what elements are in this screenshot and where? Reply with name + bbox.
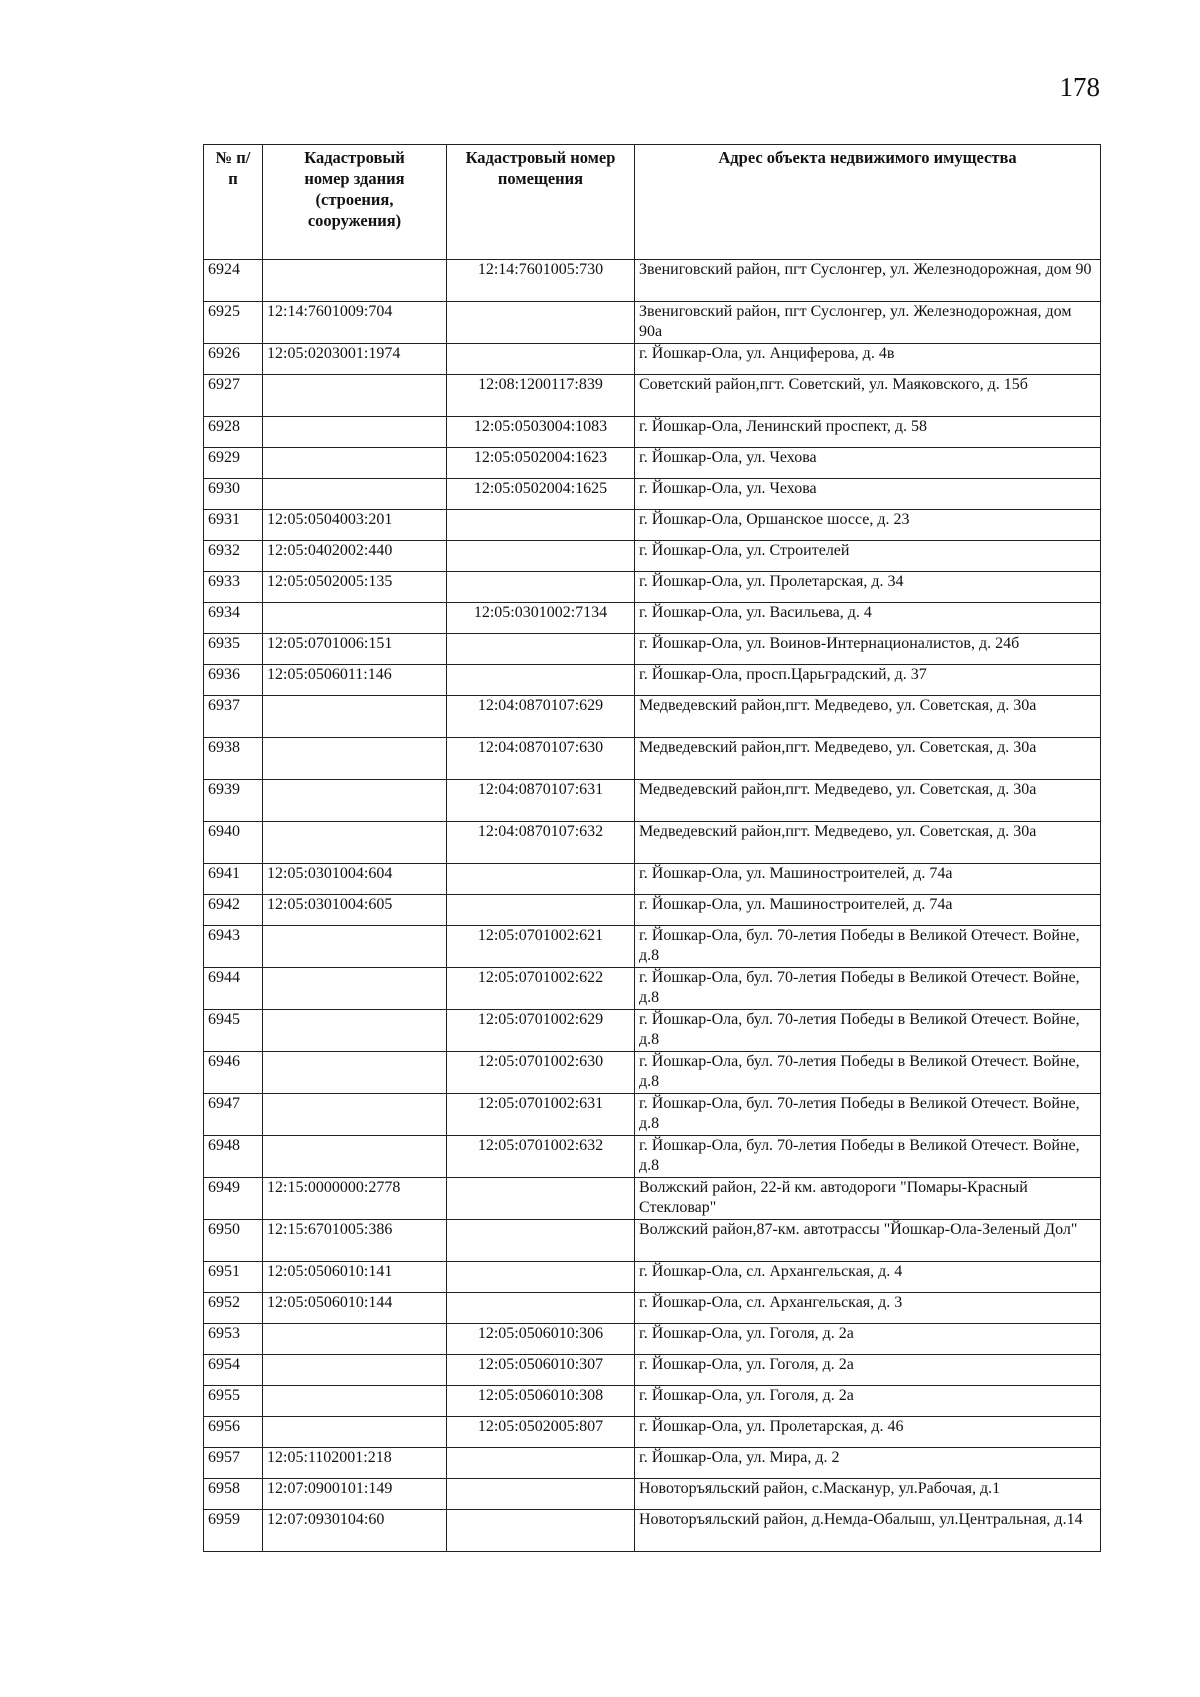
premises-cadastral-number: 12:05:0701002:630 — [447, 1052, 635, 1094]
property-address: г. Йошкар-Ола, ул. Воинов-Интернационалистов, д. 24б — [635, 634, 1101, 665]
table-row — [204, 1448, 1101, 1479]
property-address: г. Йошкар-Ола, ул. Гоголя, д. 2а — [635, 1386, 1101, 1417]
row-number: 6940 — [204, 822, 263, 864]
row-number: 6954 — [204, 1355, 263, 1386]
building-cadastral-number: 12:15:0000000:2778 — [263, 1178, 447, 1220]
row-number: 6937 — [204, 696, 263, 738]
building-cadastral-number — [263, 1355, 447, 1386]
table-row — [204, 1510, 1101, 1552]
header-number: № п/п — [204, 145, 263, 260]
row-number: 6951 — [204, 1262, 263, 1293]
table-row — [204, 1293, 1101, 1324]
premises-cadastral-number: 12:05:0506010:307 — [447, 1355, 635, 1386]
building-cadastral-number — [263, 968, 447, 1010]
building-cadastral-number — [263, 780, 447, 822]
row-number: 6944 — [204, 968, 263, 1010]
building-cadastral-number — [263, 260, 447, 302]
property-address: г. Йошкар-Ола, бул. 70-летия Победы в Великой Отечест. Войне, д.8 — [635, 1052, 1101, 1094]
table-row — [204, 1417, 1101, 1448]
table-row — [204, 1355, 1101, 1386]
building-cadastral-number — [263, 1136, 447, 1178]
building-cadastral-number — [263, 479, 447, 510]
premises-cadastral-number — [447, 510, 635, 541]
table-row — [204, 260, 1101, 302]
table-row — [204, 696, 1101, 738]
building-cadastral-number: 12:05:1102001:218 — [263, 1448, 447, 1479]
building-cadastral-number: 12:05:0502005:135 — [263, 572, 447, 603]
building-cadastral-number — [263, 448, 447, 479]
property-address: г. Йошкар-Ола, ул. Чехова — [635, 479, 1101, 510]
row-number: 6948 — [204, 1136, 263, 1178]
property-address: г. Йошкар-Ола, бул. 70-летия Победы в Великой Отечест. Войне, д.8 — [635, 1094, 1101, 1136]
row-number: 6942 — [204, 895, 263, 926]
table-row — [204, 417, 1101, 448]
building-cadastral-number — [263, 1324, 447, 1355]
premises-cadastral-number: 12:04:0870107:630 — [447, 738, 635, 780]
premises-cadastral-number: 12:04:0870107:629 — [447, 696, 635, 738]
row-number: 6935 — [204, 634, 263, 665]
building-cadastral-number — [263, 822, 447, 864]
row-number: 6947 — [204, 1094, 263, 1136]
table-row — [204, 895, 1101, 926]
building-cadastral-number — [263, 1386, 447, 1417]
premises-cadastral-number: 12:04:0870107:632 — [447, 822, 635, 864]
building-cadastral-number — [263, 738, 447, 780]
property-address: г. Йошкар-Ола, ул. Гоголя, д. 2а — [635, 1355, 1101, 1386]
property-address: Волжский район, 22-й км. автодороги "Помары-Красный Стекловар" — [635, 1178, 1101, 1220]
premises-cadastral-number: 12:04:0870107:631 — [447, 780, 635, 822]
premises-cadastral-number — [447, 1479, 635, 1510]
property-address: Медведевский район,пгт. Медведево, ул. Советская, д. 30а — [635, 780, 1101, 822]
property-address: Медведевский район,пгт. Медведево, ул. Советская, д. 30а — [635, 822, 1101, 864]
premises-cadastral-number: 12:05:0502004:1623 — [447, 448, 635, 479]
row-number: 6946 — [204, 1052, 263, 1094]
row-number: 6936 — [204, 665, 263, 696]
table-header-row — [204, 145, 1101, 260]
premises-cadastral-number: 12:05:0301002:7134 — [447, 603, 635, 634]
building-cadastral-number — [263, 375, 447, 417]
table-row — [204, 738, 1101, 780]
table-row — [204, 1386, 1101, 1417]
property-address: Звениговский район, пгт Суслонгер, ул. Железнодорожная, дом 90 — [635, 260, 1101, 302]
table-row — [204, 780, 1101, 822]
building-cadastral-number — [263, 696, 447, 738]
table-row — [204, 864, 1101, 895]
table-row — [204, 1262, 1101, 1293]
building-cadastral-number: 12:05:0504003:201 — [263, 510, 447, 541]
property-address: г. Йошкар-Ола, Оршанское шоссе, д. 23 — [635, 510, 1101, 541]
property-address: г. Йошкар-Ола, ул. Пролетарская, д. 46 — [635, 1417, 1101, 1448]
premises-cadastral-number: 12:05:0701002:631 — [447, 1094, 635, 1136]
property-address: Советский район,пгт. Советский, ул. Маяковского, д. 15б — [635, 375, 1101, 417]
building-cadastral-number — [263, 1094, 447, 1136]
premises-cadastral-number: 12:05:0502004:1625 — [447, 479, 635, 510]
building-cadastral-number: 12:07:0930104:60 — [263, 1510, 447, 1552]
row-number: 6958 — [204, 1479, 263, 1510]
premises-cadastral-number: 12:05:0701002:632 — [447, 1136, 635, 1178]
header-premises-cadastral-number: Кадастровый номер помещения — [447, 145, 635, 260]
premises-cadastral-number — [447, 1178, 635, 1220]
premises-cadastral-number — [447, 1448, 635, 1479]
row-number: 6945 — [204, 1010, 263, 1052]
table-body — [204, 260, 1101, 1552]
premises-cadastral-number — [447, 864, 635, 895]
row-number: 6952 — [204, 1293, 263, 1324]
property-address: Новоторъяльский район, с.Масканур, ул.Рабочая, д.1 — [635, 1479, 1101, 1510]
property-address: г. Йошкар-Ола, ул. Мира, д. 2 — [635, 1448, 1101, 1479]
table-row — [204, 448, 1101, 479]
property-address: Медведевский район,пгт. Медведево, ул. Советская, д. 30а — [635, 738, 1101, 780]
building-cadastral-number: 12:05:0506010:141 — [263, 1262, 447, 1293]
building-cadastral-number: 12:05:0203001:1974 — [263, 344, 447, 375]
table-row — [204, 634, 1101, 665]
property-address: Новоторъяльский район, д.Немда-Обалыш, ул.Центральная, д.14 — [635, 1510, 1101, 1552]
table-row — [204, 1479, 1101, 1510]
premises-cadastral-number — [447, 1262, 635, 1293]
building-cadastral-number — [263, 1010, 447, 1052]
building-cadastral-number: 12:05:0301004:605 — [263, 895, 447, 926]
property-address: г. Йошкар-Ола, просп.Царьградский, д. 37 — [635, 665, 1101, 696]
premises-cadastral-number — [447, 1220, 635, 1262]
premises-cadastral-number: 12:05:0701002:629 — [447, 1010, 635, 1052]
row-number: 6930 — [204, 479, 263, 510]
premises-cadastral-number — [447, 1510, 635, 1552]
table-row — [204, 344, 1101, 375]
premises-cadastral-number: 12:08:1200117:839 — [447, 375, 635, 417]
property-address: г. Йошкар-Ола, ул. Машиностроителей, д. 74а — [635, 895, 1101, 926]
table-row — [204, 375, 1101, 417]
row-number: 6929 — [204, 448, 263, 479]
table-row — [204, 510, 1101, 541]
property-address: г. Йошкар-Ола, ул. Чехова — [635, 448, 1101, 479]
property-address: г. Йошкар-Ола, Ленинский проспект, д. 58 — [635, 417, 1101, 448]
premises-cadastral-number: 12:05:0502005:807 — [447, 1417, 635, 1448]
property-address: Медведевский район,пгт. Медведево, ул. Советская, д. 30а — [635, 696, 1101, 738]
row-number: 6943 — [204, 926, 263, 968]
building-cadastral-number: 12:05:0301004:604 — [263, 864, 447, 895]
premises-cadastral-number — [447, 572, 635, 603]
table-row — [204, 1324, 1101, 1355]
building-cadastral-number: 12:05:0506011:146 — [263, 665, 447, 696]
row-number: 6934 — [204, 603, 263, 634]
property-address: г. Йошкар-Ола, сл. Архангельская, д. 4 — [635, 1262, 1101, 1293]
building-cadastral-number: 12:14:7601009:704 — [263, 302, 447, 344]
building-cadastral-number: 12:05:0506010:144 — [263, 1293, 447, 1324]
building-cadastral-number: 12:05:0701006:151 — [263, 634, 447, 665]
premises-cadastral-number — [447, 344, 635, 375]
table-row — [204, 822, 1101, 864]
row-number: 6927 — [204, 375, 263, 417]
table-row — [204, 1220, 1101, 1262]
premises-cadastral-number: 12:05:0701002:622 — [447, 968, 635, 1010]
property-address: г. Йошкар-Ола, сл. Архангельская, д. 3 — [635, 1293, 1101, 1324]
row-number: 6949 — [204, 1178, 263, 1220]
building-cadastral-number: 12:07:0900101:149 — [263, 1479, 447, 1510]
table-row — [204, 665, 1101, 696]
premises-cadastral-number — [447, 665, 635, 696]
building-cadastral-number — [263, 417, 447, 448]
page-number: 178 — [1059, 72, 1100, 102]
row-number: 6941 — [204, 864, 263, 895]
premises-cadastral-number: 12:14:7601005:730 — [447, 260, 635, 302]
row-number: 6959 — [204, 1510, 263, 1552]
row-number: 6924 — [204, 260, 263, 302]
property-address: г. Йошкар-Ола, ул. Машиностроителей, д. 74а — [635, 864, 1101, 895]
property-address: Звениговский район, пгт Суслонгер, ул. Железнодорожная, дом 90а — [635, 302, 1101, 344]
row-number: 6932 — [204, 541, 263, 572]
premises-cadastral-number: 12:05:0503004:1083 — [447, 417, 635, 448]
table-row — [204, 302, 1101, 344]
header-building-cadastral-number: Кадастровый номер здания (строения, сооружения) — [263, 145, 447, 260]
premises-cadastral-number — [447, 634, 635, 665]
row-number: 6957 — [204, 1448, 263, 1479]
row-number: 6926 — [204, 344, 263, 375]
table-row — [204, 479, 1101, 510]
building-cadastral-number — [263, 1417, 447, 1448]
table-row — [204, 1178, 1101, 1220]
table-row — [204, 1052, 1101, 1094]
row-number: 6955 — [204, 1386, 263, 1417]
table-row — [204, 968, 1101, 1010]
premises-cadastral-number: 12:05:0506010:306 — [447, 1324, 635, 1355]
table-row — [204, 603, 1101, 634]
table-row — [204, 572, 1101, 603]
property-address: г. Йошкар-Ола, ул. Гоголя, д. 2а — [635, 1324, 1101, 1355]
property-address: г. Йошкар-Ола, бул. 70-летия Победы в Великой Отечест. Войне, д.8 — [635, 926, 1101, 968]
building-cadastral-number — [263, 1052, 447, 1094]
building-cadastral-number — [263, 603, 447, 634]
property-address: г. Йошкар-Ола, бул. 70-летия Победы в Великой Отечест. Войне, д.8 — [635, 1136, 1101, 1178]
building-cadastral-number: 12:05:0402002:440 — [263, 541, 447, 572]
building-cadastral-number — [263, 926, 447, 968]
property-address: г. Йошкар-Ола, ул. Пролетарская, д. 34 — [635, 572, 1101, 603]
property-address: г. Йошкар-Ола, ул. Васильева, д. 4 — [635, 603, 1101, 634]
premises-cadastral-number — [447, 302, 635, 344]
row-number: 6953 — [204, 1324, 263, 1355]
property-address: г. Йошкар-Ола, бул. 70-летия Победы в Великой Отечест. Войне, д.8 — [635, 1010, 1101, 1052]
property-address: г. Йошкар-Ола, ул. Анциферова, д. 4в — [635, 344, 1101, 375]
premises-cadastral-number: 12:05:0506010:308 — [447, 1386, 635, 1417]
premises-cadastral-number — [447, 1293, 635, 1324]
premises-cadastral-number — [447, 895, 635, 926]
building-cadastral-number: 12:15:6701005:386 — [263, 1220, 447, 1262]
property-address: г. Йошкар-Ола, бул. 70-летия Победы в Великой Отечест. Войне, д.8 — [635, 968, 1101, 1010]
table-row — [204, 541, 1101, 572]
row-number: 6939 — [204, 780, 263, 822]
header-property-address: Адрес объекта недвижимого имущества — [635, 145, 1101, 260]
row-number: 6956 — [204, 1417, 263, 1448]
property-registry-table — [203, 144, 1101, 1552]
row-number: 6950 — [204, 1220, 263, 1262]
premises-cadastral-number — [447, 541, 635, 572]
row-number: 6928 — [204, 417, 263, 448]
row-number: 6925 — [204, 302, 263, 344]
table-row — [204, 1136, 1101, 1178]
row-number: 6938 — [204, 738, 263, 780]
table-row — [204, 1010, 1101, 1052]
property-address: г. Йошкар-Ола, ул. Строителей — [635, 541, 1101, 572]
row-number: 6933 — [204, 572, 263, 603]
property-address: Волжский район,87-км. автотрассы "Йошкар-Ола-Зеленый Дол" — [635, 1220, 1101, 1262]
table-row — [204, 926, 1101, 968]
premises-cadastral-number: 12:05:0701002:621 — [447, 926, 635, 968]
row-number: 6931 — [204, 510, 263, 541]
table-row — [204, 1094, 1101, 1136]
